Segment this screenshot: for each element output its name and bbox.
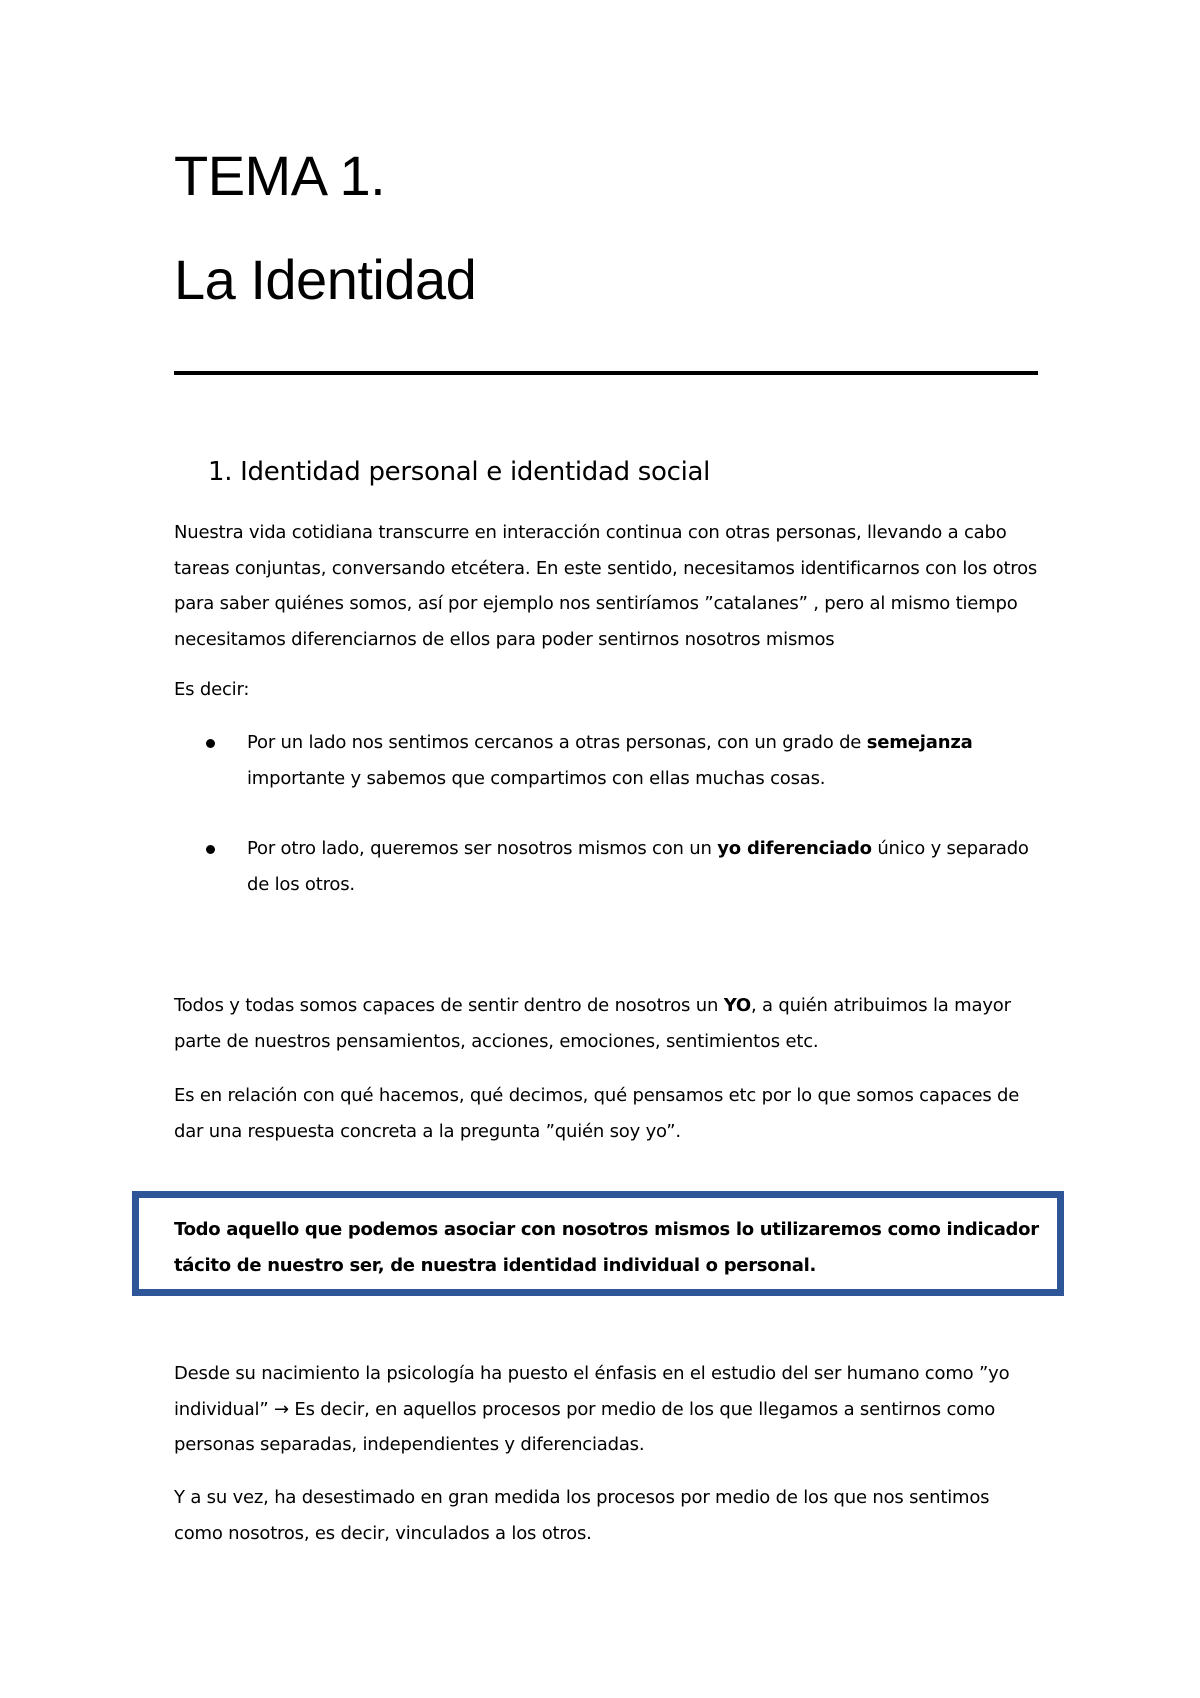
title-line-1: TEMA 1. — [174, 144, 386, 207]
paragraph-es-decir: Es decir: — [174, 679, 250, 700]
paragraph-yo — [174, 988, 1040, 1059]
title-line-2: La Identidad — [174, 248, 477, 311]
paragraph-text: Es decir, en aquellos procesos por medio de los que llegamos a sentirnos como personas separadas, independientes y diferenciadas. — [174, 1398, 996, 1455]
paragraph-desestimado: Y a su vez, ha desestimado en gran medida los procesos por medio de los que nos sentimos como nosotros, es decir, vinculados a los otros. — [174, 1487, 990, 1544]
paragraph-quien-soy-yo: Es en relación con qué hacemos, qué decimos, qué pensamos etc por lo que somos capaces de dar una respuesta concreta a la pregunta ”quién soy yo”. — [174, 1085, 1020, 1142]
paragraph-intro: Nuestra vida cotidiana transcurre en interacción continua con otras personas, llevando a cabo tareas conjuntas, conversando etcétera. En este sentido, necesitamos identificarnos con los otros para saber quiénes somos, así por ejemplo nos sentiríamos ”catalanes” , pero al mismo tiempo necesitamos diferenciarnos de ellos para poder sentirnos nosotros mismos — [174, 522, 1038, 650]
bullet-dot-icon — [206, 739, 215, 748]
section-heading: 1. Identidad personal e identidad social — [208, 457, 711, 487]
paragraph-text: Desde su nacimiento la psicología ha puesto el énfasis en el estudio del ser humano como ”yo individual” — [174, 1363, 1010, 1420]
bullet-text: Por un lado nos sentimos cercanos a otras personas, con un grado de — [247, 732, 867, 753]
bullet-bold-term: yo diferenciado — [717, 838, 872, 859]
bullet-item-semejanza — [174, 725, 1040, 796]
paragraph-psicologia — [174, 1356, 1040, 1463]
bullet-text: Por otro lado, queremos ser nosotros mismos con un — [247, 838, 718, 859]
bullet-item-yo-diferenciado — [174, 831, 1040, 902]
paragraph-text: Todos y todas somos capaces de sentir dentro de nosotros un — [174, 995, 724, 1016]
bullet-dot-icon — [206, 845, 215, 854]
bullet-text: importante y sabemos que compartimos con ellas muchas cosas. — [247, 767, 826, 789]
bullet-bold-term: semejanza — [866, 732, 973, 753]
title-divider — [174, 371, 1038, 375]
paragraph-bold-term: YO — [723, 995, 751, 1016]
bullet-text: único y separado de los otros. — [247, 838, 1029, 895]
arrow-right-icon: → — [274, 1398, 289, 1420]
highlight-box-text: Todo aquello que podemos asociar con nosotros mismos lo utilizaremos como indicador tácito de nuestro ser, de nuestra identidad individual o personal. — [174, 1219, 1039, 1276]
paragraph-text: , a quién atribuimos la mayor parte de nuestros pensamientos, acciones, emociones, sentimientos etc. — [174, 995, 1011, 1052]
